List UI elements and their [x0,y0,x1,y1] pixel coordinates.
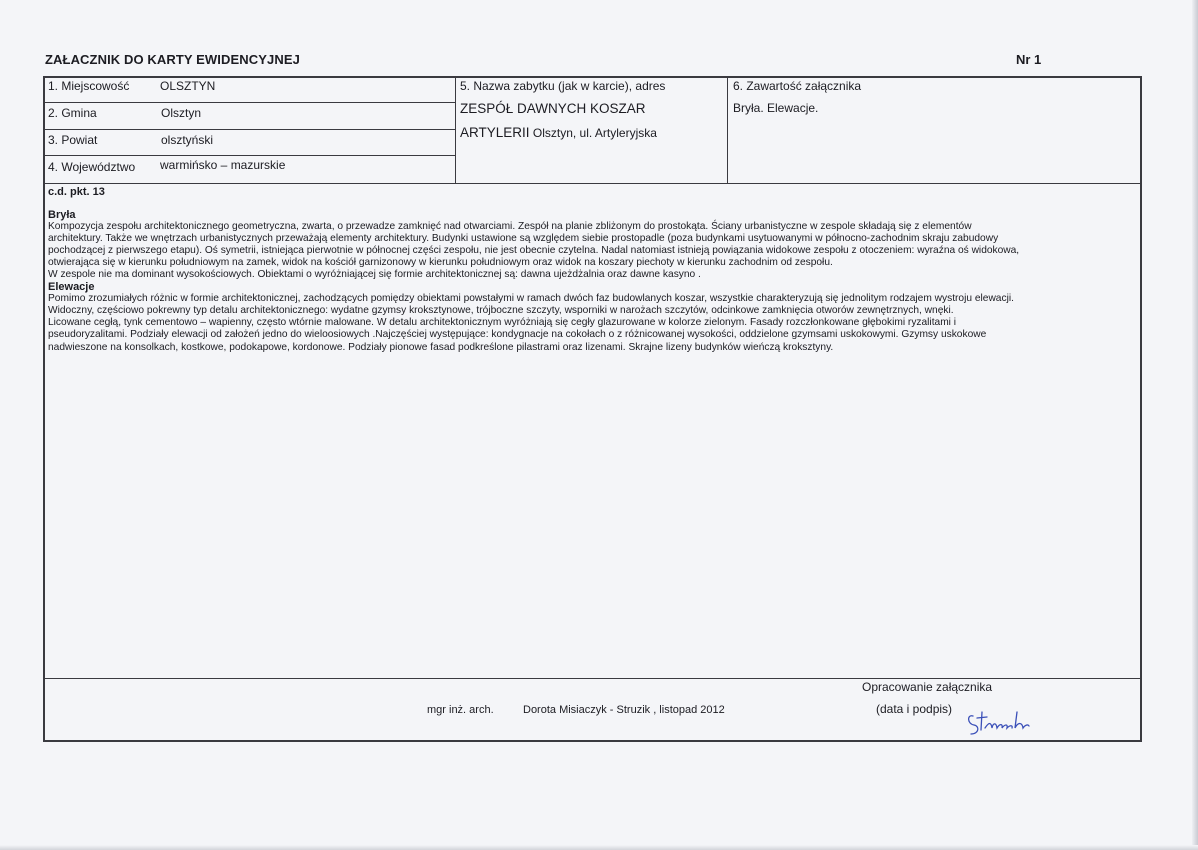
handwritten-signature [965,702,1045,742]
attachment-number: Nr 1 [1016,52,1042,67]
document-title: ZAŁACZNIK DO KARTY EWIDENCYJNEJ [45,52,300,67]
left-row-divider-3 [43,155,456,156]
zawartosc-label: 6. Zawartość załącznika [733,79,862,93]
miejscowosc-label: 1. Miejscowość [48,79,130,93]
bryla-line: architektury. Także we wnętrzach urbanistycznych przeważają elementy architektury. Budynki ustawione są względem siebie prostopadle (poza budynkami usytuowanymi w północno-zachodnim skraju zabudowy [48,233,999,245]
gmina-value: Olsztyn [161,106,202,120]
frame-right [1140,76,1142,741]
description-body [48,209,1140,354]
header-row-divider [43,183,1142,184]
nazwa-line1: ZESPÓŁ DAWNYCH KOSZAR [460,101,646,116]
scan-edge-bottom [0,845,1198,850]
prepared-label: Opracowanie załącznika [862,680,993,694]
date-signature-label: (data i podpis) [876,702,953,716]
author-title: mgr inż. arch. [427,704,494,716]
bryla-line: W zespole nie ma dominant wysokościowych. Obiektami o wyróżniającej się formie architektonicznej są: dawna ujeżdżalnia oraz dawne kasyno . [48,269,701,281]
bryla-line: pochodzącej z pierwszego etapu). Oś symetrii, istniejąca pierwotnie w północnej części zespołu, nie jest obecnie czytelna. Nadal natomiast istnieją powiązania widokowe zespołu z otoczeniem: wyraźna oś widokowa, [48,245,1020,257]
elewacje-line: Pomimo zrozumiałych różnic w formie architektonicznej, zachodzących pomiędzy obiektami powstałymi w ramach dwóch faz budowlanych koszar, wszystkie charakteryzują się jednolitym rodzajem wystroju elewacji. [48,293,1014,305]
powiat-label: 3. Powiat [48,133,98,147]
wojewodztwo-label: 4. Województwo [48,160,136,174]
nazwa-line2 [460,125,657,140]
gmina-label: 2. Gmina [48,106,97,120]
nazwa-label: 5. Nazwa zabytku (jak w karcie), adres [460,79,666,93]
elewacje-line: Widoczny, częściowo pokrewny typ detalu architektonicznego: wydatne gzymsy krokszty​nowe, trójboczne szczyty, wsporniki w narożach szczytów, odcinkowe zamknięcia otworów zewnętrznych, wnęki. [48,305,954,317]
bryla-line: otwierająca się w kierunku południowym na zamek, widok na kościół garnizonowy w kierunku południowym oraz widok na koszary piechoty w kierunku zachodnim od zespołu. [48,257,833,269]
footer-divider [43,678,1142,679]
col-divider-2 [727,76,728,184]
wojewodztwo-value: warmińsko – mazurskie [160,158,286,172]
elewacje-line: Licowane cegłą, tynk cementowo – wapienny, często wtórnie malowane. W detalu architektonicznym wyróżniają się cegły glazurowane w kolorze zielonym. Fasady rozczłonkowane głębokimi ryzalitami i [48,317,957,329]
scan-edge-right [1192,0,1198,850]
frame-left [43,76,45,741]
elewacje-line: pseudoryzalitami. Podziały elewacji od założeń jedno do wieloosiowych .Najczęściej występujące: kondygnacje na cokołach o z różnicowanej wysokości, oddzielone gzymsami uskokowymi. Gzymsy uskokowe [48,329,987,341]
elewacje-line: nadwieszone na konsolkach, kostkowe, podokapowe, kordonowe. Podziały pionowe fasad podkreślone pilastrami oraz lizenami. Skrajne lizeny budynków wieńczą kroksztyny. [48,341,834,353]
bryla-heading: Bryła [48,209,76,221]
bryla-line: Kompozycja zespołu architektonicznego geometryczna, zwarta, o przewadze zamknięć nad otwarciami. Zespół na planie zbliżonym do prostokąta. Ściany urbanistyczne w zespole składają się z elementów [48,221,972,233]
continuation-note: c.d. pkt. 13 [48,186,105,198]
frame-top [43,76,1142,78]
miejscowosc-value: OLSZTYN [160,79,216,93]
nazwa-address: Olsztyn, ul. Artyleryjska [532,126,657,140]
elewacje-heading: Elewacje [48,281,95,294]
left-row-divider-2 [43,129,456,130]
powiat-value: olsztyński [161,133,214,147]
nazwa-name-part: ARTYLERII [460,125,530,140]
zawartosc-value: Bryła. Elewacje. [733,101,819,115]
left-row-divider-1 [43,102,456,103]
author-name: Dorota Misiaczyk - Struzik , listopad 2012 [523,704,725,716]
